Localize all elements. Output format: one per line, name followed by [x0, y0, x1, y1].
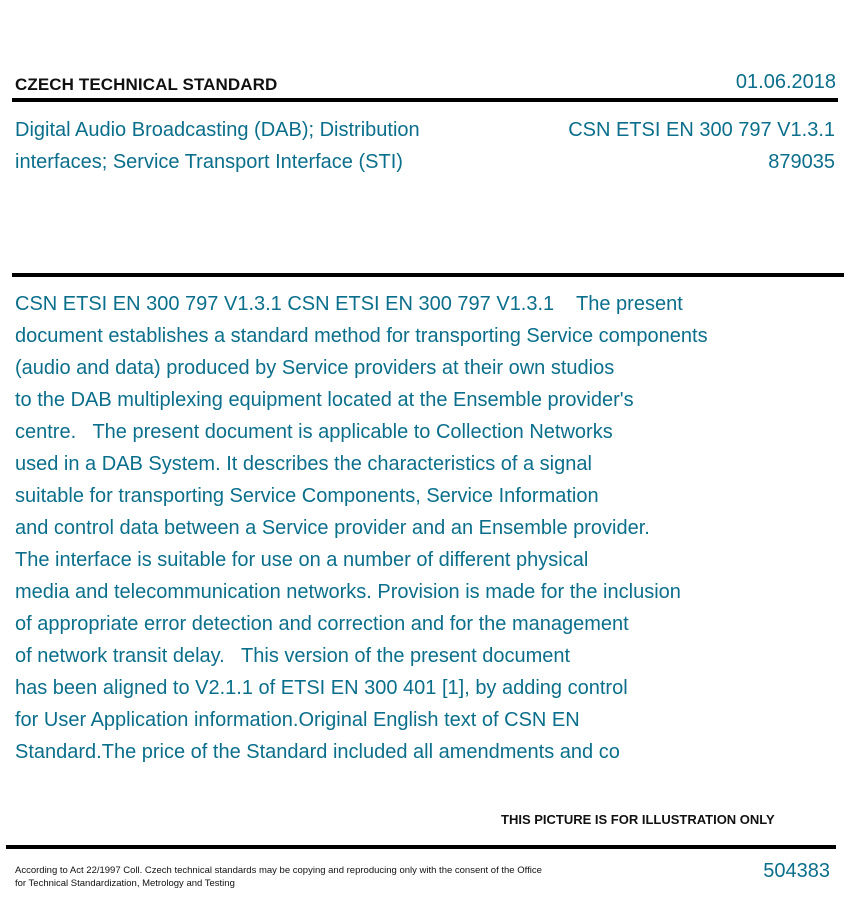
legal-notice-line: for Technical Standardization, Metrology and Testing	[15, 878, 235, 889]
abstract-line: suitable for transporting Service Components, Service Information	[15, 485, 599, 507]
footer-divider	[6, 845, 836, 849]
abstract-line: used in a DAB System. It describes the characteristics of a signal	[15, 453, 592, 475]
abstract-line: Standard.The price of the Standard included all amendments and co	[15, 741, 620, 763]
abstract-line: media and telecommunication networks. Provision is made for the inclusion	[15, 581, 681, 603]
document-title	[15, 114, 485, 178]
abstract-line: The interface is suitable for use on a number of different physical	[15, 549, 589, 571]
abstract-line: of network transit delay. This version of the present document	[15, 645, 571, 667]
header-divider	[12, 98, 838, 102]
abstract-line: centre. The present document is applicable to Collection Networks	[15, 421, 613, 443]
abstract-line: to the DAB multiplexing equipment located at the Ensemble provider's	[15, 389, 634, 411]
abstract-line: document establishes a standard method for transporting Service components	[15, 325, 708, 347]
legal-notice-line: According to Act 22/1997 Coll. Czech technical standards may be copying and reproducing only with the consent of the Office	[15, 865, 542, 876]
abstract-text	[15, 288, 825, 768]
document-title-line: interfaces; Service Transport Interface (STI)	[15, 151, 403, 173]
document-title-line: Digital Audio Broadcasting (DAB); Distribution	[15, 119, 420, 141]
illustration-disclaimer: THIS PICTURE IS FOR ILLUSTRATION ONLY	[501, 812, 775, 827]
catalog-number: 879035	[768, 151, 835, 173]
publication-date: 01.06.2018	[735, 71, 836, 93]
abstract-line: (audio and data) produced by Service providers at their own studios	[15, 357, 615, 379]
standard-type-heading: CZECH TECHNICAL STANDARD	[15, 75, 278, 94]
abstract-line: CSN ETSI EN 300 797 V1.3.1 CSN ETSI EN 300 797 V1.3.1 The present	[15, 293, 683, 315]
standard-number: CSN ETSI EN 300 797 V1.3.1	[568, 119, 835, 141]
document-reference	[568, 114, 835, 178]
abstract-line: and control data between a Service provider and an Ensemble provider.	[15, 517, 650, 539]
legal-notice	[15, 864, 605, 890]
abstract-line: of appropriate error detection and correction and for the management	[15, 613, 629, 635]
abstract-line: for User Application information.Original English text of CSN EN	[15, 709, 580, 731]
product-code: 504383	[763, 860, 830, 882]
abstract-line: has been aligned to V2.1.1 of ETSI EN 300 401 [1], by adding control	[15, 677, 628, 699]
section-divider	[12, 273, 844, 277]
